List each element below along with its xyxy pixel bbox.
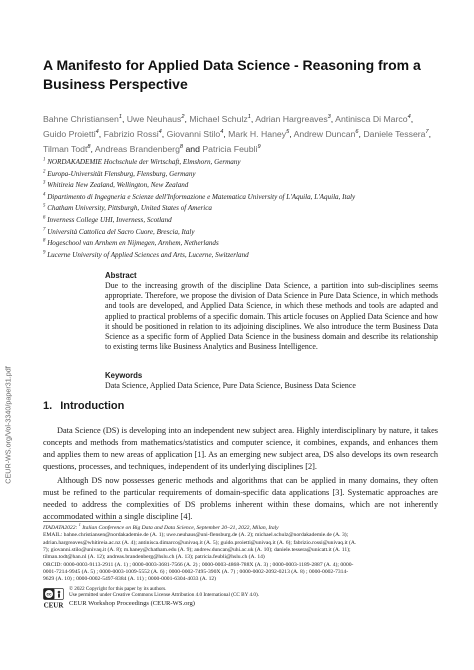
affiliation-number: 7 — [43, 227, 46, 233]
affiliation-number: 9 — [43, 250, 46, 256]
email-footnote-line: EMAIL: bahne.christiansen@nordakademie.de (A. 1); uwe.neuhaus@uni-flensburg.de (A. 2); michael.schulz@nordakademie.de (A. 3); — [43, 532, 349, 539]
title-line-1: A Manifesto for Applied Data Science - Reasoning from a — [43, 57, 421, 73]
affiliation-item — [43, 215, 453, 227]
author-name: Mark H. Haney — [228, 129, 287, 139]
affiliation-text: Whitireia New Zealand, Wellington, New Zealand — [47, 181, 189, 190]
affiliation-text: Inverness College UHI, Inverness, Scotland — [47, 215, 172, 224]
copyright-line: © 2022 Copyright for this paper by its authors. — [69, 586, 167, 592]
affiliation-number: 6 — [43, 215, 46, 221]
ceur-logo-text: CEUR — [43, 601, 64, 609]
author-affiliation-sup: 4 — [95, 129, 99, 136]
affiliation-item — [43, 157, 453, 169]
affiliation-text: Hogeschool van Arnhem en Nijmegen, Arnhem, Netherlands — [47, 239, 219, 248]
orcid-footnote-line: 9629 (A. 10) ; 0000-0002-5497-8384 (A. 11) ; 0000-0001-6304-4033 (A. 12) — [43, 576, 217, 583]
proceedings-line: CEUR Workshop Proceedings (CEUR-WS.org) — [69, 600, 195, 607]
keywords-block — [105, 370, 438, 391]
orcid-footnote-line: 0001-7214-9945 (A. 5) ; 0000-0003-1009-5552 (A. 6) ; 0000-0002-7495-390X (A. 7) ; 0000-0002-2092-0213 (A. 8) ; 0000-0002-7314- — [43, 569, 349, 576]
author-list: Bahne Christiansen$^1$, Uwe Neuhaus$^2$, Michael Schulz$^1$, Adrian Hargreaves$^3$, Antinisca Di Marco$^4$, Guido Proietti$^4$, Fabrizio Rossi$^4$, Giovanni Stilo$^4$, Mark H. Haney$^5$, Andrew Duncan$^6$, Daniele Tessera$^7$, Tilman Todt$^8$, Andreas Brandenberg$^8$ and Patricia Feubli$^9$ — [43, 114, 432, 154]
author-affiliation-sup: 1 — [247, 114, 251, 121]
author-name: Michael Schulz — [189, 114, 248, 124]
author-affiliation-sup: 4 — [407, 114, 411, 121]
author-affiliation-sup: 3 — [327, 114, 331, 121]
author-name: Tilman Todt — [43, 144, 88, 154]
author-name: Fabrizio Rossi — [103, 129, 159, 139]
author-name: Uwe Neuhaus — [126, 114, 182, 124]
paragraph: Although DS now possesses generic methods and algorithms that can be applied in many domains, they often must be refined to the particular requirements of domain-specific data applications [3]. Systematic approaches are needed to address the complexities of DS problems inherent within these domains, which are not inherently accommodated within a single discipline [4]. — [43, 476, 438, 521]
section-number: 1. — [43, 400, 53, 412]
abstract-text: Due to the increasing growth of the discipline Data Science, a partition into sub-disciplines seems appropriate. Therefore, we propose the division of Data Science in Pure Data Science, in which methods and tools are developed, and Applied Data Science, in which these methods and tools are adapted and applied to practical problems of a specific domain. This article focuses on Applied Data Science and how it should be positioned in relation to its adjoining disciplines. We also introduce the term Business Data Science as a specific form of Applied Data Science in the business domain and describe its relationship to existing terms like Business Analytics and Business Intelligence. — [105, 281, 438, 352]
author-name: Antinisca Di Marco — [335, 114, 408, 124]
keywords-text: Data Science, Applied Data Science, Pure Data Science, Business Data Science — [105, 381, 356, 390]
author-affiliation-sup: 4 — [220, 129, 224, 136]
author-name: Patricia Feubli — [202, 144, 258, 154]
footnote-rule — [43, 521, 121, 522]
section-heading — [43, 400, 124, 412]
affiliation-item — [43, 227, 453, 239]
author-affiliation-sup: 5 — [286, 129, 290, 136]
abstract-heading: Abstract — [105, 271, 137, 280]
author-name: Guido Proietti — [43, 129, 96, 139]
affiliation-number: 2 — [43, 169, 46, 175]
orcid-footnote-line: ORCID: 0000-0003-9113-2911 (A. 1) ; 0000-0003-3681-7566 (A. 2) ; 0000-0003-4868-788X (A. 3) ; 0000-0003-1189-2887 (A. 4); 0000- — [43, 561, 354, 568]
affiliation-text: Chatham University, Pittsburgh, United States of America — [47, 204, 212, 213]
affiliation-item — [43, 250, 453, 262]
affiliation-item — [43, 203, 453, 215]
email-footnote-line: 7); giovanni.stilo@univaq.it (A. 8); m.haney@chatham.edu (A. 9); andrew.duncan@uhi.ac.uk (A. 10); daniele.tessera@unicatt.it (A. 11); — [43, 547, 351, 554]
author-name: Giovanni Stilo — [166, 129, 221, 139]
license-block — [43, 586, 448, 610]
affiliation-text: Lucerne University of Applied Sciences and Arts, Lucerne, Switzerland — [47, 250, 249, 259]
author-affiliation-sup: 8 — [87, 144, 91, 151]
abstract-block — [105, 270, 438, 352]
affiliation-item — [43, 192, 453, 204]
paragraph: Data Science (DS) is developing into an independent new subject area. Highly interdisciplinary by nature, it takes concepts and methods from mathematics/statistics and computer science, it combines, expands, and enhances them and applies them to new areas of application [1]. As an emerging new subject area, DS also develops its own research questions, processes, and techniques, independent of its underlying disciplines [2]. — [43, 426, 438, 471]
author-affiliation-sup: 8 — [179, 144, 184, 151]
author-conjunction: and — [185, 144, 200, 154]
affiliation-list — [43, 157, 453, 261]
affiliation-text: NORDAKADEMIE Hochschule der Wirtschaft, Elmshorn, Germany — [47, 158, 241, 166]
license-line: Use permitted under Creative Commons License Attribution 4.0 International (CC BY 4.0). — [69, 592, 259, 598]
affiliation-number: 3 — [43, 180, 46, 186]
cc-by-badge-icon — [43, 588, 64, 600]
email-footnote-line: tilman.todt@han.nl (A. 12); andreas.brandenberg@hslu.ch (A. 13); patricia.feubli@hslu.ch (A. 14) — [43, 554, 265, 561]
affiliation-number: 1 — [43, 157, 46, 163]
footnotes — [43, 522, 448, 584]
side-url-text: CEUR-WS.org/Vol-3340/paper31.pdf — [3, 366, 13, 484]
author-name: Bahne Christiansen — [43, 114, 119, 124]
affiliation-item — [43, 180, 453, 192]
ceur-logo-icon — [43, 601, 64, 609]
paper-title — [43, 56, 443, 94]
author-affiliation-sup: 2 — [181, 114, 185, 121]
conference-name: ITADATA2022: — [43, 525, 79, 531]
affiliation-number: 8 — [43, 238, 46, 244]
section-title: Introduction — [60, 400, 125, 412]
side-url-stamp — [2, 330, 14, 520]
author-name: Daniele Tessera — [363, 129, 426, 139]
affiliation-item — [43, 238, 453, 250]
author-affiliation-sup: 4 — [158, 129, 162, 136]
author-affiliation-sup: 1 — [118, 114, 122, 121]
footnote-sup: 1 — [78, 522, 81, 528]
author-affiliation-sup: 7 — [425, 129, 429, 136]
affiliation-text: Università Cattolica del Sacro Cuore, Brescia, Italy — [47, 227, 195, 236]
keywords-heading: Keywords — [105, 371, 143, 380]
author-affiliation-sup: 9 — [257, 144, 261, 151]
author-affiliation-sup: 6 — [355, 129, 359, 136]
title-line-2: Business Perspective — [43, 76, 188, 92]
author-name: Andrew Duncan — [293, 129, 356, 139]
cc-badge-text: cc — [46, 591, 52, 597]
conference-details: Italian Conference on Big Data and Data Science, September 20–21, 2022, Milan, Italy — [80, 525, 279, 531]
email-footnote-line: adrian.hargreaves@whitireia.ac.nz (A. 4); antinisca.dimarco@univaq.it (A. 5); guido.proietti@univaq.it (A. 6); fabrizio.rossi@univaq.it (A. — [43, 539, 357, 546]
affiliation-text: Dipartimento di Ingegneria e Scienze dell'Informazione e Matematica University of L'Aquila, L'Aquila, Italy — [47, 192, 356, 201]
affiliation-number: 5 — [43, 204, 46, 210]
author-name: Adrian Hargreaves — [255, 114, 328, 124]
affiliation-text: Europa-Universität Flensburg, Flensburg, Germany — [47, 169, 196, 178]
affiliation-number: 4 — [43, 192, 46, 198]
author-name: Andreas Brandenberg — [94, 144, 180, 154]
affiliation-item — [43, 169, 453, 181]
